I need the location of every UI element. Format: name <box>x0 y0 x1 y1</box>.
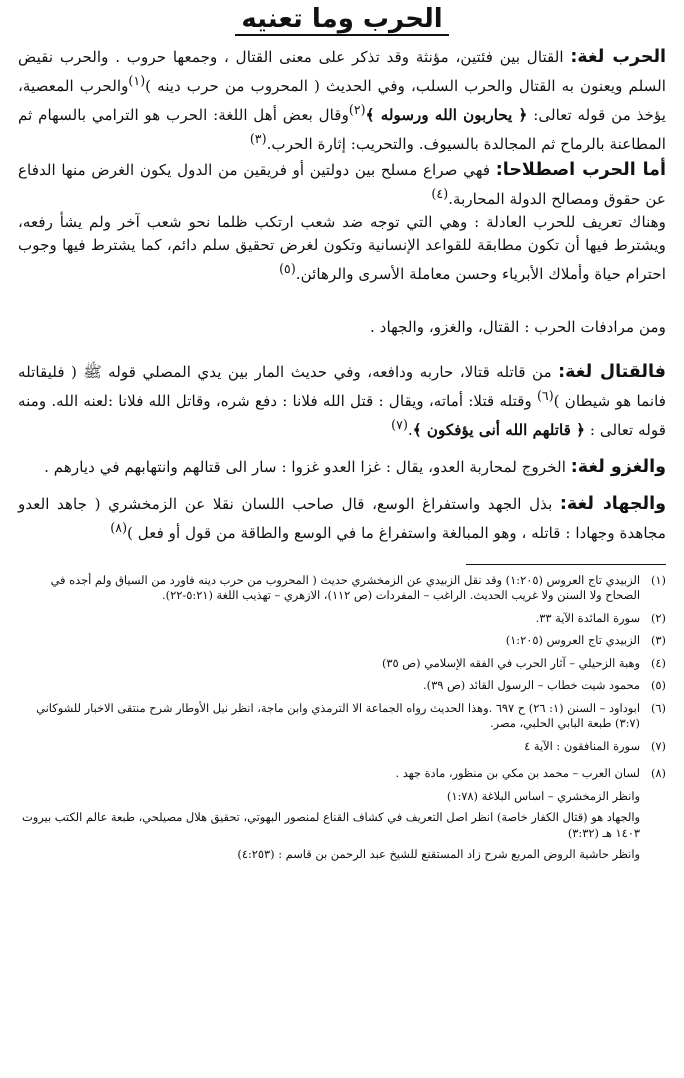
ghazw-paragraph <box>18 456 666 479</box>
page-title <box>18 4 666 34</box>
footnote-number: (٢) <box>650 610 666 625</box>
synonyms-text: ومن مرادفات الحرب : القتال، والغزو، والجهاد . <box>370 318 666 337</box>
qital-text: من قاتله قتالا، حاربه ودافعه، وفي حديث المار بين يدي المصلي قوله ﷺ ( فليقاتله فانما هو شيطان ) <box>18 363 666 411</box>
footnote-number: (٥) <box>650 678 666 692</box>
footnotes <box>18 573 666 863</box>
footnote-ref-5[interactable]: (٥) <box>279 261 296 277</box>
term-qital: فالقتال لغة: <box>558 362 667 383</box>
quran-verse-2: ﴿ قاتلهم الله أنى يؤفكون ﴾ <box>412 421 586 440</box>
footnote-text: لسان العرب – محمد بن مكي بن منظور، مادة جهد . <box>395 766 640 780</box>
footnote-ref-6[interactable]: (٦) <box>536 388 554 404</box>
document-page <box>18 0 666 1078</box>
jihad-paragraph <box>18 493 666 545</box>
footnote <box>18 611 666 627</box>
footnote-separator <box>466 564 666 565</box>
footnote-ref-8[interactable]: (٨) <box>110 520 128 536</box>
footnote-number: (١) <box>650 572 666 587</box>
footnote-number: (٤) <box>650 655 666 670</box>
war-language-text: القتال بين فئتين، مؤنثة وقد تذكر على معنى القتال ، وجمعها حروب . والحرب نقيض السلم ويعنون به القتال والحرب السلب، وفي الحديث ( المحروب من حرب دينه ) <box>18 48 666 96</box>
qital-text-c: . <box>407 421 413 440</box>
footnote-text: سورة المائدة الآية ٣٣. <box>535 610 640 625</box>
just-war-text: وهناك تعريف للحرب العادلة : وهي التي توجه ضد شعب ارتكب ظلما نحو شعب آخر ولم يشأ رفعه، ويشترط فيها أن تكون مطابقة للقواعد الإنسانية وتكون لغرض تحقيق سلم دائم، كما يشترط فيها وجوب احترام حياة وأملاك الأبرياء وحسن معاملة الأسرى والرهائن. <box>18 213 666 284</box>
footnote <box>18 739 666 755</box>
footnote-ref-4[interactable]: (٤) <box>431 186 449 202</box>
footnote <box>18 573 666 604</box>
term-ghazw: والغزو لغة: <box>570 457 666 478</box>
war-language-text-b: والحرب المعصية، يؤخذ من قوله تعالى: <box>18 77 667 125</box>
qital-text-b: وقتله قتلا: أماته، ويقال : قتل الله فلانا : دفع شره، وقاتل الله فلانا :لعنه الله. ومنه قوله تعالى : <box>18 392 666 440</box>
footnote-ref-2[interactable]: (٢) <box>348 102 366 118</box>
just-war-paragraph <box>18 211 666 286</box>
qital-paragraph <box>18 361 666 442</box>
footnote-number: (٨) <box>650 766 666 780</box>
footnote-text: ابوداود – السنن (١: ٢٦) ح ٦٩٧ .وهذا الحديث رواه الجماعة الا الترمذي وابن ماجة، انظر نيل الأوطار شرح منتقى الاخبار للشوكاني (٣:٧) طبعة البابي الحلبي، مصر. <box>36 700 640 730</box>
footnote-ref-7[interactable]: (٧) <box>391 417 408 433</box>
synonyms-paragraph <box>18 316 666 339</box>
footnote <box>18 766 666 782</box>
war-term-paragraph <box>18 159 666 211</box>
footnote-number: (٧) <box>650 738 666 753</box>
page-title-text: الحرب وما تعنيه <box>235 4 448 36</box>
footnote <box>18 633 666 649</box>
war-language-text-c: وقال بعض أهل اللغة: الحرب هو الترامي بالسهام ثم المطاعنة بالرماح ثم المجالدة بالسيوف. والتحريب: إثارة الحرب. <box>18 106 666 154</box>
jihad-text: بذل الجهد واستفراغ الوسع، قال صاحب اللسان نقلا عن الزمخشري ( جاهد العدو مجاهدة وجهادا : قاتله ، وهو المبالغة واستفراغ ما في الوسع والطاقة من قول أو فعل ) <box>18 495 666 543</box>
footnote-ref-1[interactable]: (١) <box>128 73 146 88</box>
term-jihad: والجهاد لغة: <box>559 494 666 515</box>
war-language-paragraph <box>18 46 666 156</box>
footnote-8-extra-2: والجهاد هو (قتال الكفار خاصة) انظر اصل التعريف في كشاف القناع لمنصور البهوتي، تحقيق هلال مصيلحي، طبعة عالم الكتب بيروت ١٤٠٣ هـ (٣:٣٢) <box>22 810 640 840</box>
footnote <box>18 678 666 694</box>
footnote <box>18 701 666 732</box>
quran-verse-1: ﴿ يحاربون الله ورسوله ﴾ <box>365 106 528 125</box>
term-war-language: الحرب لغة: <box>570 47 667 67</box>
footnote <box>18 656 666 672</box>
footnote-text: محمود شيت خطاب – الرسول القائد (ص ٣٩). <box>423 678 640 692</box>
footnote-number: (٣) <box>650 633 666 647</box>
footnote-text: الزبيدي تاج العروس (١:٢٠٥) وقد نقل الزبيدي عن الزمخشري حديث ( المحروب من حرب دينه فاورد من السياق ولم أجده في الصحاح ولا السنن ولا غريب الحديث. الراغب – المفردات (ص ١١٢)، الازهري – تهذيب اللغة (٥:٢١-٢٢). <box>50 572 640 602</box>
footnote-text: وهبة الزحيلي – آثار الحرب في الفقه الإسلامي (ص ٣٥) <box>381 655 640 670</box>
footnote-8-extra-1: وانظر الزمخشري – اساس البلاغة (١:٧٨) <box>446 788 640 803</box>
footnote-text: الزبيدي تاج العروس (١:٢٠٥) <box>505 633 640 647</box>
war-term-text: فهي صراع مسلح بين دولتين أو فريقين من الدول يكون الغرض منها الدفاع عن حقوق ومصالح الدولة المحاربة. <box>18 161 666 209</box>
footnote-text: سورة المنافقون : الآية ٤ <box>524 738 640 753</box>
footnote-8-extra-3: وانظر حاشية الروض المربع شرح زاد المستقنع للشيخ عبد الرحمن بن قاسم : (٤:٢٥٣) <box>237 847 640 861</box>
term-war-technical: أما الحرب اصطلاحا: <box>495 160 667 181</box>
footnote-number: (٦) <box>650 700 666 715</box>
ghazw-text: الخروج لمحاربة العدو، يقال : غزا العدو غزوا : سار الى قتالهم وانتهابهم في ديارهم . <box>44 458 566 477</box>
footnote-ref-3[interactable]: (٣) <box>249 131 267 147</box>
